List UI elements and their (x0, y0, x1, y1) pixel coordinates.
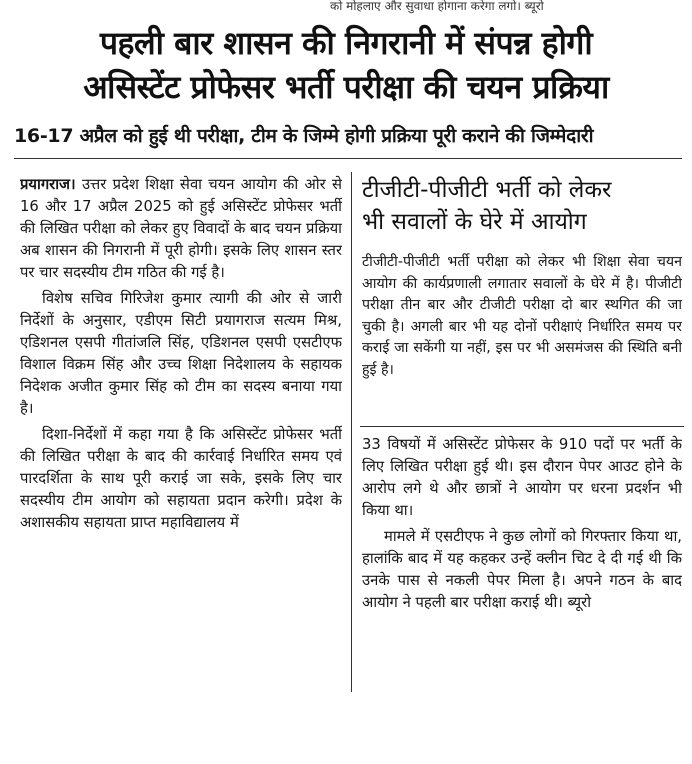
headline-line-2: असिस्टेंट प्रोफेसर भर्ती परीक्षा की चयन प्रक्रिया (83, 68, 609, 106)
headline-line-1: पहली बार शासन की निगरानी में संपन्न होगी (99, 24, 593, 62)
side-story-headline-line-1: टीजीटी-पीजीटी भर्ती को लेकर (362, 177, 612, 203)
continuation-paragraph-2: मामले में एसटीएफ ने कुछ लोगों को गिरफ्तार किया था, हालांकि बाद में यह कहकर उन्हें क्लीन चिट दे दी गई थी कि उनके पास से नकली पेपर मिला है। अपने गठन के बाद आयोग ने पहली बार परीक्षा कराई थी। ब्यूरो (362, 528, 682, 611)
side-story-intro: टीजीटी-पीजीटी भर्ती परीक्षा को लेकर भी शिक्षा सेवा चयन आयोग की कार्यप्रणाली लगातार सवालों के घेरे में है। पीजीटी परीक्षा तीन बार और टीजीटी परीक्षा दो बार स्थगित की जा चुकी है। अगली बार भी यह दोनों परीक्षाएं निर्धारित समय पर कराई जा सकेंगी या नहीं, इस पर भी असमंजस की स्थिति बनी हुई है। (362, 254, 682, 378)
side-story-headline-line-2: भी सवालों के घेरे में आयोग (362, 209, 587, 235)
dateline: प्रयागराज। (20, 176, 76, 193)
main-story-paragraph-2: विशेष सचिव गिरिजेश कुमार त्यागी की ओर से जारी निर्देशों के अनुसार, एडीएम सिटी प्रयागराज सत्यम मिश्र, एडिशनल एसपी गीतांजलि सिंह, एडिशनल एसपी एसटीएफ विशाल विक्रम सिंह और उच्च शिक्षा निदेशालय के सहायक निदेशक अजीत कुमार सिंह को टीम का सदस्य बनाया गया है। (20, 290, 342, 417)
main-story-paragraph-1-text: उत्तर प्रदेश शिक्षा सेवा चयन आयोग की ओर से 16 और 17 अप्रैल 2025 को हुई असिस्टेंट प्रोफेसर भर्ती की लिखित परीक्षा को लेकर हुए विवादों के बाद चयन प्रक्रिया अब शासन की निगरानी में पूरी होगी। इसके लिए शासन स्तर पर चार सदस्यीय टीम गठित की गई है। (20, 176, 342, 281)
main-story-paragraph-3: दिशा-निर्देशों में कहा गया है कि असिस्टेंट प्रोफेसर भर्ती की लिखित परीक्षा के बाद की कार्रवाई निर्धारित समय एवं पारदर्शिता के साथ पूरी कराई जा सके, इसके लिए चार सदस्यीय टीम आयोग को सहायता प्रदान करेगी। प्रदेश के अशासकीय सहायता प्राप्त महाविद्यालय में (20, 426, 342, 531)
main-story-paragraph-1 (20, 174, 342, 284)
continuation-paragraph-1: 33 विषयों में असिस्टेंट प्रोफेसर के 910 पदों पर भर्ती के लिए लिखित परीक्षा हुई थी। इस दौरान पेपर आउट होने के आरोप लगे थे और छात्रों ने आयोग पर धरना प्रदर्शन भी किया था। (362, 436, 682, 519)
subheadline: 16-17 अप्रैल को हुई थी परीक्षा, टीम के जिम्मे होगी प्रक्रिया पूरी कराने की जिम्मेदारी (14, 125, 594, 147)
column-divider (351, 172, 352, 692)
subhead-divider (14, 158, 682, 159)
side-story-body (362, 252, 682, 422)
main-story-continuation (362, 434, 682, 734)
previous-article-fragment: को मोहलाए और सुवाधा होगाना करेगा लगो। ब्यूरो (330, 0, 544, 13)
main-story-column (20, 174, 342, 764)
sidebar-bottom-divider (360, 426, 684, 427)
side-story-headline (362, 174, 682, 238)
